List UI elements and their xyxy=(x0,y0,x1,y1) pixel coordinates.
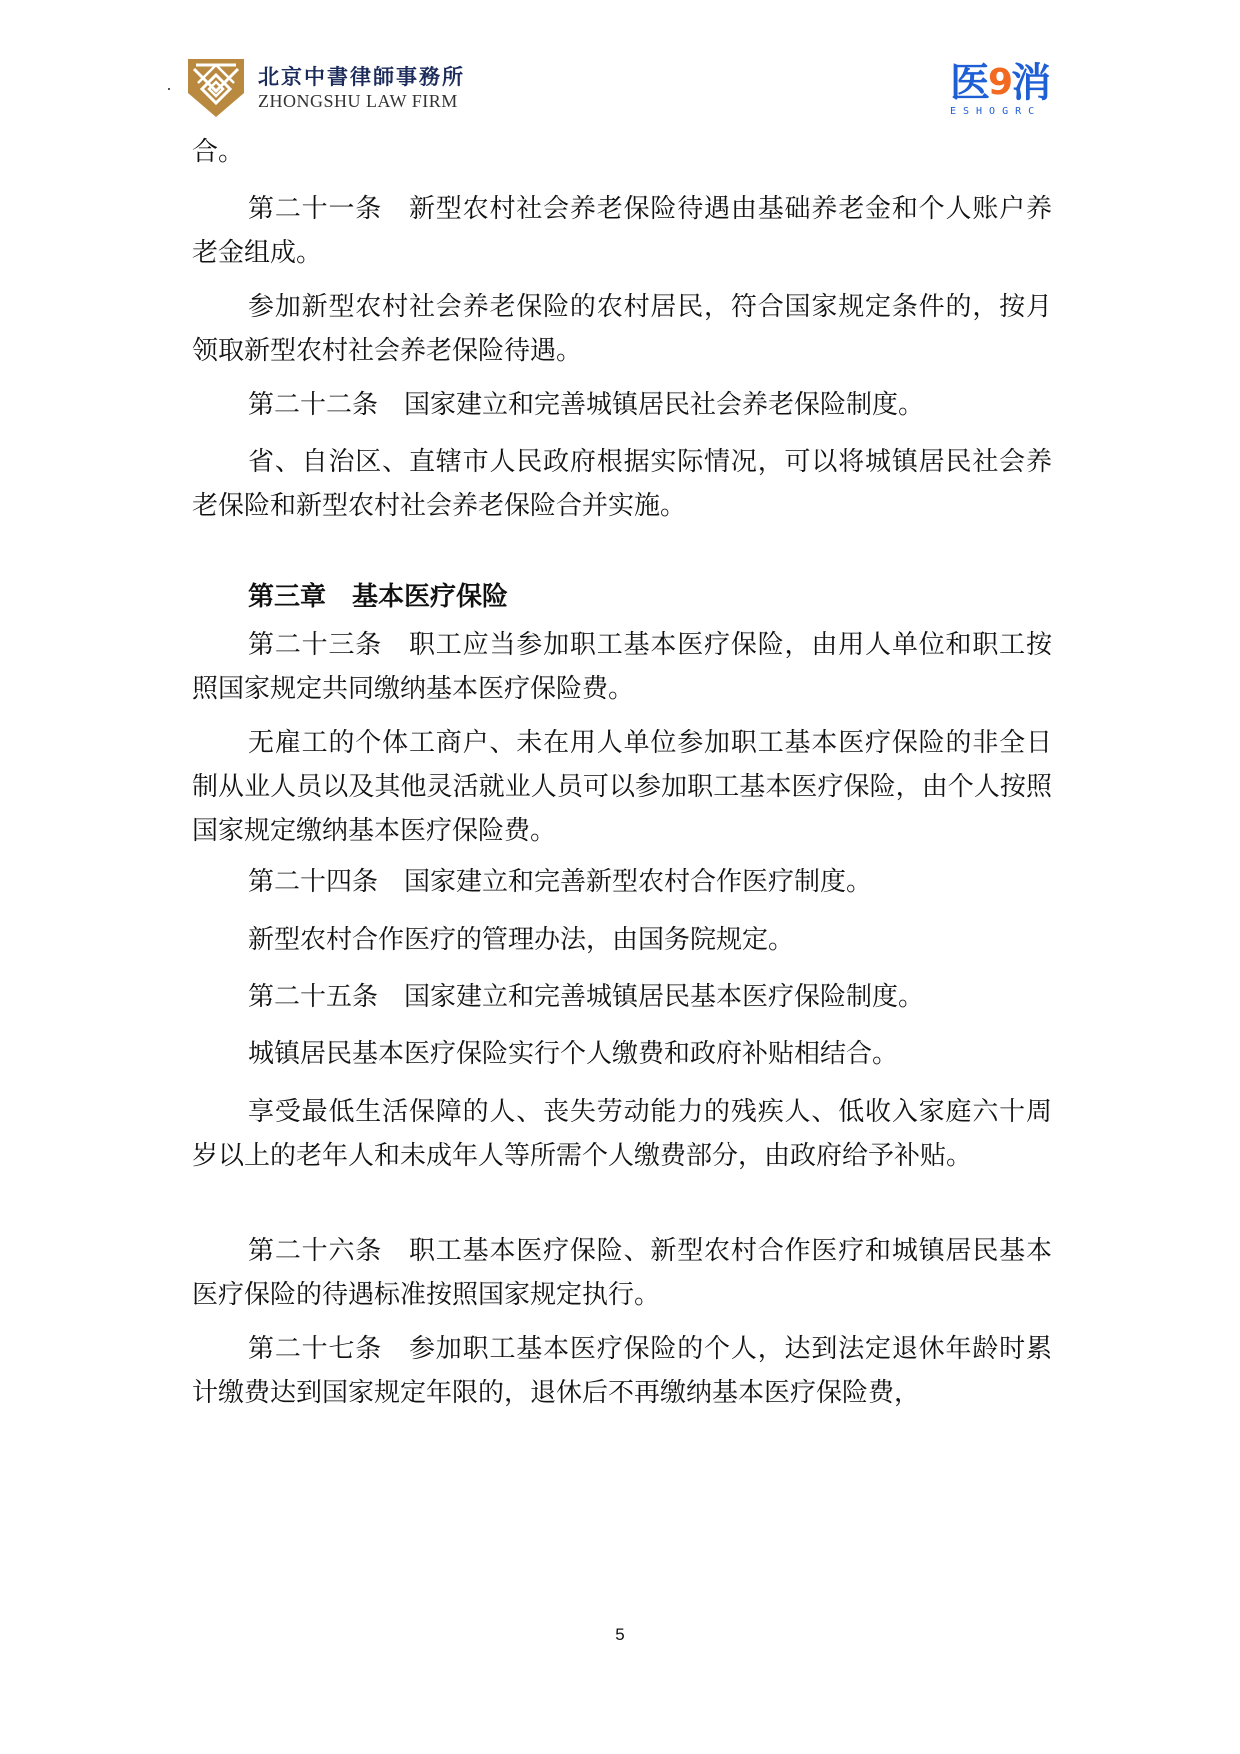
law-firm-emblem-icon xyxy=(186,57,246,119)
article-27: 第二十七条 参加职工基本医疗保险的个人，达到法定退休年龄时累计缴费达到国家规定年限的，退休后不再缴纳基本医疗保险费， xyxy=(192,1334,1052,1408)
article-21: 第二十一条 新型农村社会养老保险待遇由基础养老金和个人账户养老金组成。 xyxy=(192,194,1052,268)
law-firm-name-en: ZHONGSHU LAW FIRM xyxy=(258,91,458,111)
page-number: 5 xyxy=(615,1625,625,1644)
article-23-para-2: 无雇工的个体工商户、未在用人单位参加职工基本医疗保险的非全日制从业人员以及其他灵活就业人员可以参加职工基本医疗保险，由个人按照国家规定缴纳基本医疗保险费。 xyxy=(192,728,1052,846)
partner-logo-pin-icon: 9 xyxy=(988,62,1014,103)
article-26: 第二十六条 职工基本医疗保险、新型农村合作医疗和城镇居民基本医疗保险的待遇标准按照国家规定执行。 xyxy=(192,1236,1052,1310)
article-22: 第二十二条 国家建立和完善城镇居民社会养老保险制度。 xyxy=(248,390,925,420)
article-24: 第二十四条 国家建立和完善新型农村合作医疗制度。 xyxy=(248,867,873,897)
article-25: 第二十五条 国家建立和完善城镇居民基本医疗保险制度。 xyxy=(248,982,925,1012)
stray-dot xyxy=(168,88,170,90)
law-firm-name-cn: 北京中書律師事務所 xyxy=(258,65,465,89)
page-header xyxy=(0,0,1240,130)
paragraph-continuation: 合。 xyxy=(192,137,245,167)
article-24-para-2: 新型农村合作医疗的管理办法，由国务院规定。 xyxy=(248,925,795,955)
partner-logo-char-xiao: 消 xyxy=(1011,60,1052,106)
article-23: 第二十三条 职工应当参加职工基本医疗保险，由用人单位和职工按照国家规定共同缴纳基本医疗保险费。 xyxy=(192,630,1052,704)
partner-logo-char-yi: 医 xyxy=(950,60,990,106)
article-22-para-2: 省、自治区、直辖市人民政府根据实际情况，可以将城镇居民社会养老保险和新型农村社会养老保险合并实施。 xyxy=(192,447,1052,521)
partner-logo-subtitle: ESHOGRC xyxy=(950,106,1042,117)
article-21-para-2: 参加新型农村社会养老保险的农村居民，符合国家规定条件的，按月领取新型农村社会养老保险待遇。 xyxy=(192,292,1052,366)
article-25-para-3: 享受最低生活保障的人、丧失劳动能力的残疾人、低收入家庭六十周岁以上的老年人和未成年人等所需个人缴费部分，由政府给予补贴。 xyxy=(192,1097,1052,1171)
partner-logo xyxy=(950,62,1062,120)
chapter-heading: 第三章 基本医疗保险 xyxy=(248,582,509,612)
law-firm-logo xyxy=(186,57,526,119)
article-25-para-2: 城镇居民基本医疗保险实行个人缴费和政府补贴相结合。 xyxy=(248,1039,899,1069)
